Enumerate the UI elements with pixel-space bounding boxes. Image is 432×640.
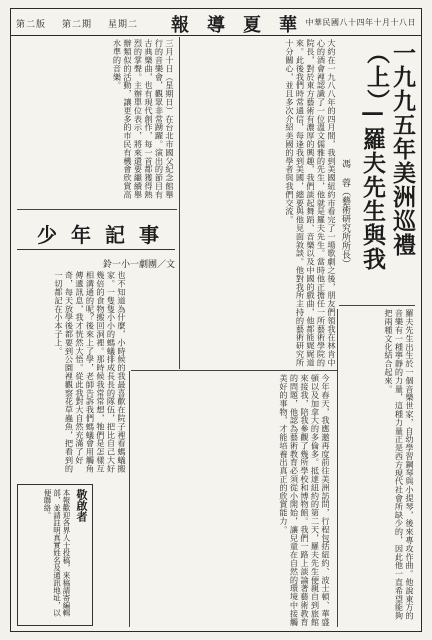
section-divider <box>339 305 415 306</box>
masthead-title-char: 導 <box>207 15 225 36</box>
feature-body: 也不知道為什麼，小時候的我最喜歡在院子裡看螞蟻搬家。一隻隻小小的螞蟻排成長長的隊伍，把比自己大好幾倍的食物搬回洞裡。那時候我常常想，牠們是怎樣互相溝通的呢？後來上了學，老師告訴我們螞蟻會用觸角傳遞訊息，我才恍然大悟。從此我對大自然充滿了好奇，每天放學後都要到公園裡觀察花草蟲魚，把看到的一切都記在小本子上。 <box>54 271 127 473</box>
article-headline: 一九九五年美洲巡禮（上） <box>363 41 416 257</box>
masthead-title-char: 夏 <box>243 15 261 36</box>
feature-title-rule <box>17 249 175 250</box>
left-column-body: 三月十日（星期日）在台北市國父紀念館舉行的音樂會，觀眾非常踴躍。演出的節目有古典樂曲，也有現代創作，每一首都獲得熱烈的掌聲。主辦單位表示，將來還要繼續舉辦類似的活動，讓更多的市民有機會欣賞高水準的音樂。 <box>112 39 175 199</box>
masthead-issue-info <box>16 17 138 30</box>
masthead-title-char: 報 <box>171 15 189 36</box>
article-body-lower-right: 羅夫先生出生於一個音樂世家，自幼學習鋼琴與小提琴，後來專攻作曲。他說東方的音樂有一種寧靜的力量，這種力量正是西方現代社會所缺少的，因此他一直希望能夠把兩種文化結合起來。 <box>384 309 415 620</box>
feature-author: 鈴一小一劇團／文 <box>102 260 175 270</box>
notice-box <box>17 484 93 626</box>
article-body-mid-lower: 今年春天，我應邀再度前往美洲訪問，行程包括紐約、波士頓、華盛頓以及加拿大的多倫多。抵達紐約的第二天，羅夫先生便親自到旅館來接我，陪我參觀了幾所學校和博物館。我們一路上談論著藝術教育的問題，他認為藝術教育必須從小開始，讓兒童在自然的環境中接觸美好的事物，才能培養出真正的欣賞能力。 <box>279 374 331 626</box>
article-byline: 馮 蓉（藝術研究所所長） <box>340 159 350 268</box>
masthead-title-char: 華 <box>279 15 297 36</box>
column-divider <box>179 37 180 369</box>
feature-title: 少年記事 <box>37 223 173 247</box>
section-divider <box>17 209 177 210</box>
masthead-title <box>171 11 297 37</box>
article-body-top: 大約在一九八八年的四月間，我到美國紐約市看完了一場歌劇之後，朋友們領我在林肯中心的酒會裡認識了一位溫文儒雅的先生，他就是羅夫先生。當時他正擔任一所藝術學院的院長，對於東方藝術有濃厚的興趣，我們談起舞蹈、音樂以及中國的戲曲，他都能娓娓道來。此後我們時常通信，每逢我到美國，總要與他見面敘談。他對我所主持的藝術研究所十分關心，並且多次介紹美國的學者與我們交流。 <box>285 39 337 367</box>
weekday-label: 星期二 <box>108 20 139 30</box>
masthead-date: 中華民國八十四年十月十八日 <box>305 18 416 27</box>
article-subheadline: —羅夫先生與我 <box>359 99 386 271</box>
notice-body: 本報歡迎各界人士投稿，來稿請寄編輯部，並請註明真實姓名及通訊地址，以便聯絡。 <box>43 489 71 617</box>
masthead <box>11 9 421 36</box>
section-divider <box>131 370 337 371</box>
column-divider <box>129 371 130 627</box>
column-divider <box>337 309 338 627</box>
issue-label: 第二期 <box>62 20 93 30</box>
page-label: 第二版 <box>16 20 47 30</box>
newspaper-page <box>10 8 422 632</box>
notice-title: 敬啟者 <box>75 489 88 522</box>
